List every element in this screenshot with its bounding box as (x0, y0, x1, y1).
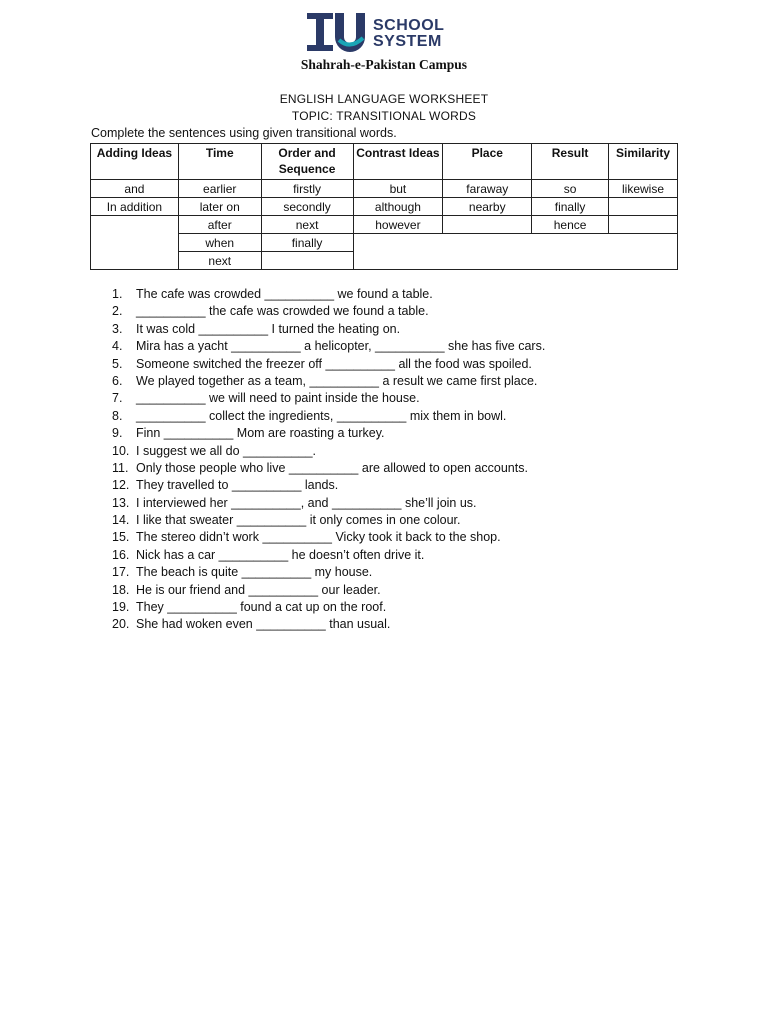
list-item (112, 373, 712, 390)
list-item (112, 512, 712, 529)
list-item (112, 582, 712, 599)
table-row (91, 234, 678, 252)
column-header: Similarity (609, 144, 678, 180)
table-row (91, 198, 678, 216)
item-number: 18. (112, 582, 130, 597)
table-cell: and (91, 180, 179, 198)
table-cell: hence (532, 216, 609, 234)
table-cell: so (532, 180, 609, 198)
item-number: 5. (112, 356, 123, 371)
item-number: 8. (112, 408, 123, 423)
list-item (112, 303, 712, 320)
sentence-text: __________ collect the ingredients, __________ mix them in bowl. (136, 408, 507, 423)
sentence-text: I suggest we all do __________. (136, 443, 316, 458)
list-item (112, 616, 712, 633)
table-row (91, 180, 678, 198)
list-item (112, 599, 712, 616)
sentence-text: The cafe was crowded __________ we found a table. (136, 287, 433, 301)
column-header: Adding Ideas (91, 144, 179, 180)
table-cell (261, 252, 353, 270)
table-cell: although (353, 198, 443, 216)
transitional-words-table (90, 143, 678, 270)
table-cell: later on (178, 198, 261, 216)
worksheet-title: ENGLISH LANGUAGE WORKSHEET (279, 92, 489, 106)
sentence-list (112, 286, 712, 634)
table-cell: earlier (178, 180, 261, 198)
column-header: Time (178, 144, 261, 180)
list-item (112, 443, 712, 460)
list-item (112, 529, 712, 546)
list-item (112, 321, 712, 338)
table-cell: faraway (443, 180, 532, 198)
table-cell: next (178, 252, 261, 270)
table-cell: In addition (91, 198, 179, 216)
sentence-text: She had woken even __________ than usual. (136, 617, 391, 632)
list-item (112, 338, 712, 355)
item-number: 4. (112, 339, 123, 354)
sentence-text: __________ we will need to paint inside the house. (136, 391, 420, 406)
table-cell: after (178, 216, 261, 234)
table-cell: finally (532, 198, 609, 216)
table-cell: however (353, 216, 443, 234)
logo-mark-icon (305, 10, 369, 54)
table-cell: but (353, 180, 443, 198)
sentence-text: The beach is quite __________ my house. (136, 565, 373, 580)
sentence-text: The stereo didn’t work __________ Vicky took it back to the shop. (136, 530, 501, 545)
item-number: 9. (112, 426, 123, 441)
item-number: 19. (112, 600, 130, 615)
column-header: Place (443, 144, 532, 180)
list-item (112, 286, 712, 303)
list-item (112, 460, 712, 477)
worksheet-topic: TOPIC: TRANSITIONAL WORDS (291, 109, 477, 123)
table-cell (609, 216, 678, 234)
sentence-text: They travelled to __________ lands. (136, 478, 339, 493)
list-item (112, 564, 712, 581)
list-item (112, 408, 712, 425)
list-item (112, 495, 712, 512)
item-number: 20. (112, 617, 130, 632)
item-number: 11. (112, 460, 129, 475)
item-number: 10. (112, 443, 130, 458)
list-item (112, 477, 712, 494)
column-header: Result (532, 144, 609, 180)
school-logo (305, 10, 465, 56)
column-header: Contrast Ideas (353, 144, 443, 180)
table-cell: secondly (261, 198, 353, 216)
item-number: 13. (112, 495, 130, 510)
table-cell: likewise (609, 180, 678, 198)
sentence-text: We played together as a team, __________ a result we came first place. (136, 373, 538, 388)
list-item (112, 425, 712, 442)
sentence-text: Mira has a yacht __________ a helicopter, __________ she has five cars. (136, 339, 546, 354)
sentence-text: Finn __________ Mom are roasting a turkey. (136, 426, 385, 441)
sentence-text: Only those people who live __________ are allowed to open accounts. (136, 460, 528, 475)
item-number: 7. (112, 391, 123, 406)
sentence-text: Someone switched the freezer off __________ all the food was spoiled. (136, 356, 532, 371)
list-item (112, 390, 712, 407)
sentence-text: He is our friend and __________ our leader. (136, 582, 381, 597)
list-item (112, 547, 712, 564)
table-cell: nearby (443, 198, 532, 216)
list-item (112, 356, 712, 373)
item-number: 12. (112, 478, 130, 493)
sentence-text: I interviewed her __________, and __________ she’ll join us. (136, 495, 477, 510)
table-cell: next (261, 216, 353, 234)
sentence-text: Nick has a car __________ he doesn’t often drive it. (136, 547, 425, 562)
table-cell: finally (261, 234, 353, 252)
sentence-text: It was cold __________ I turned the heating on. (136, 321, 401, 336)
item-number: 14. (112, 513, 130, 528)
table-cell: firstly (261, 180, 353, 198)
sentence-text: They __________ found a cat up on the roof. (136, 600, 387, 615)
column-header: Order and Sequence (261, 144, 353, 180)
item-number: 17. (112, 565, 130, 580)
item-number: 6. (112, 373, 123, 388)
logo-text-system: SYSTEM (373, 33, 442, 50)
table-cell (609, 198, 678, 216)
item-number: 15. (112, 530, 130, 545)
table-cell: when (178, 234, 261, 252)
campus-name: Shahrah-e-Pakistan Campus (300, 57, 468, 72)
table-header-row (91, 144, 678, 180)
item-number: 2. (112, 304, 123, 319)
table-cell-empty (353, 234, 678, 270)
table-row (91, 216, 678, 234)
sentence-text: __________ the cafe was crowded we found a table. (136, 304, 429, 319)
item-number: 1. (112, 287, 123, 301)
instruction-text: Complete the sentences using given transitional words. (91, 126, 397, 140)
item-number: 16. (112, 547, 130, 562)
table-cell (443, 216, 532, 234)
table-cell-empty (91, 216, 179, 270)
item-number: 3. (112, 321, 123, 336)
logo-text-school: SCHOOL (373, 17, 445, 34)
sentence-text: I like that sweater __________ it only comes in one colour. (136, 513, 461, 528)
